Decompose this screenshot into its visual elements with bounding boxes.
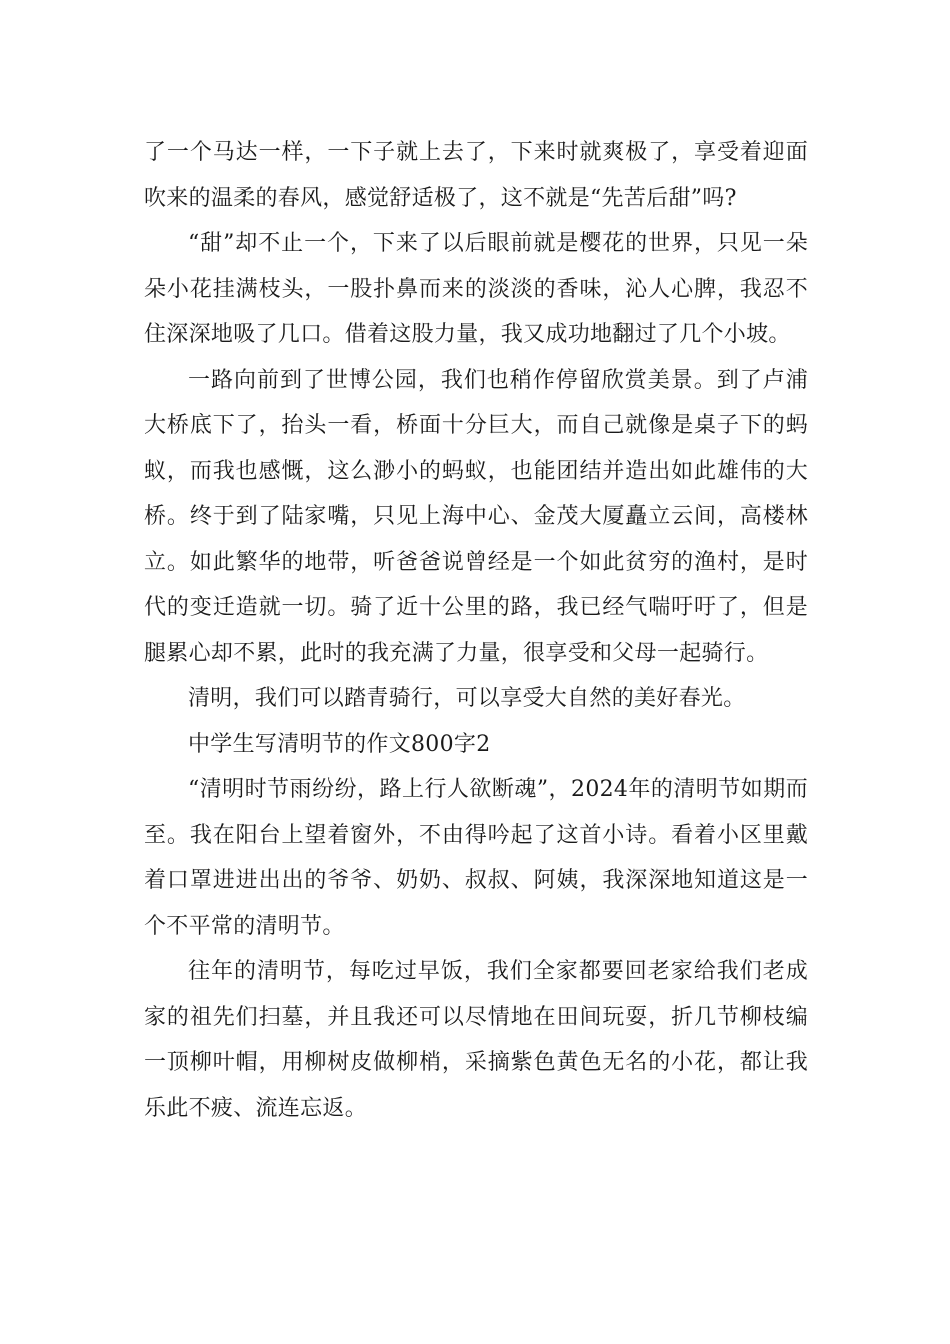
essay-heading: 中学生写清明节的作文800字2 [188, 731, 491, 757]
paragraph-continued: 了一个马达一样，一下子就上去了，下来时就爽极了，享受着迎面吹来的温柔的春风，感觉舒适极了，这不就是“先苦后甜”吗? [144, 140, 808, 211]
paragraph-ride: 一路向前到了世博公园，我们也稍作停留欣赏美景。到了卢浦大桥底下了，抬头一看，桥面十分巨大，而自己就像是桌子下的蚂蚁，而我也感慨，这么渺小的蚂蚁，也能团结并造出如此雄伟的大桥。终于到了陆家嘴，只见上海中心、金茂大厦矗立云间，高楼林立。如此繁华的地带，听爸爸说曾经是一个如此贫穷的渔村，是时代的变迁造就一切。骑了近十公里的路，我已经气喘吁吁了，但是腿累心却不累，此时的我充满了力量，很享受和父母一起骑行。 [144, 367, 808, 666]
document-body [144, 130, 808, 1131]
paragraph-past-years: 往年的清明节，每吃过早饭，我们全家都要回老家给我们老成家的祖先们扫墓，并且我还可以尽情地在田间玩耍，折几节柳枝编一顶柳叶帽，用柳树皮做柳梢，采摘紫色黄色无名的小花，都让我乐此不疲、流连忘返。 [144, 959, 808, 1121]
paragraph-poem: “清明时节雨纷纷，路上行人欲断魂”，2024年的清明节如期而至。我在阳台上望着窗外，不由得吟起了这首小诗。看着小区里戴着口罩进进出出的爷爷、奶奶、叔叔、阿姨，我深深地知道这是一个不平常的清明节。 [144, 777, 808, 939]
paragraph-conclusion: 清明，我们可以踏青骑行，可以享受大自然的美好春光。 [188, 686, 746, 711]
paragraph-sweet: “甜”却不止一个，下来了以后眼前就是樱花的世界，只见一朵朵小花挂满枝头，一股扑鼻而来的淡淡的香味，沁人心脾，我忍不住深深地吸了几口。借着这股力量，我又成功地翻过了几个小坡。 [144, 231, 808, 347]
